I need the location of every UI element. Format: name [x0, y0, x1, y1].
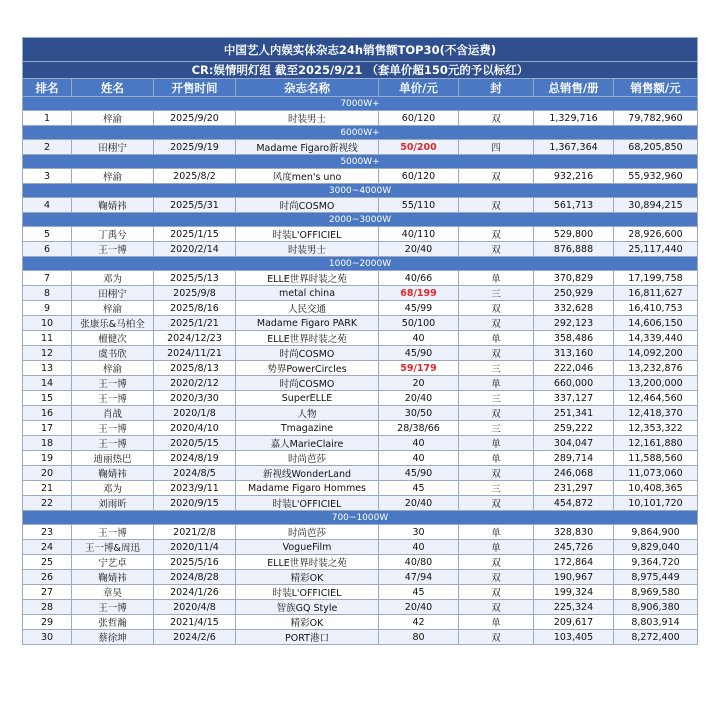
table-row: [23, 242, 698, 257]
cell-release-date: 2024/2/6: [154, 630, 236, 645]
cell-cover: 单: [459, 540, 534, 555]
cell-revenue: 16,410,753: [614, 301, 698, 316]
cell-name: 鞠婧祎: [72, 570, 154, 585]
cell-magazine: VogueFilm: [236, 540, 379, 555]
band-row: [23, 126, 698, 140]
cell-cover: 三: [459, 391, 534, 406]
cell-release-date: 2024/8/19: [154, 451, 236, 466]
cell-total-copies: 190,967: [534, 570, 614, 585]
band-label: 2000~3000W: [23, 213, 698, 227]
cell-name: 王一博: [72, 391, 154, 406]
cell-revenue: 12,418,370: [614, 406, 698, 421]
cell-revenue: 9,364,720: [614, 555, 698, 570]
table-subtitle: CR:娱情明灯组 截至2025/9/21 （套单价超150元的予以标红）: [23, 62, 698, 79]
cell-revenue: 14,339,440: [614, 331, 698, 346]
cell-cover: 单: [459, 451, 534, 466]
cell-name: 王一博: [72, 376, 154, 391]
cell-rank: 26: [23, 570, 72, 585]
cell-magazine: 人物: [236, 406, 379, 421]
cell-cover: 双: [459, 198, 534, 213]
cell-cover: 双: [459, 169, 534, 184]
cell-cover: 四: [459, 140, 534, 155]
table-row: [23, 615, 698, 630]
cell-total-copies: 529,800: [534, 227, 614, 242]
cell-name: 田栩宁: [72, 140, 154, 155]
table-row: [23, 585, 698, 600]
table-title: 中国艺人内娱实体杂志24h销售额TOP30(不含运费): [23, 38, 698, 62]
cell-release-date: 2020/1/8: [154, 406, 236, 421]
cell-cover: 双: [459, 227, 534, 242]
cell-name: 章昊: [72, 585, 154, 600]
cell-release-date: 2020/5/15: [154, 436, 236, 451]
cell-unit-price: 47/94: [379, 570, 459, 585]
cell-name: 张康乐&马柏全: [72, 316, 154, 331]
cell-total-copies: 103,405: [534, 630, 614, 645]
band-label: 7000W+: [23, 97, 698, 111]
header-name: 姓名: [72, 79, 154, 97]
cell-release-date: 2025/9/19: [154, 140, 236, 155]
cell-unit-price: 45: [379, 585, 459, 600]
cell-cover: 三: [459, 286, 534, 301]
header-magazine: 杂志名称: [236, 79, 379, 97]
cell-cover: 双: [459, 570, 534, 585]
cell-total-copies: 199,324: [534, 585, 614, 600]
cell-release-date: 2025/1/21: [154, 316, 236, 331]
cell-unit-price: 50/100: [379, 316, 459, 331]
cell-magazine: SuperELLE: [236, 391, 379, 406]
cell-magazine: 精彩OK: [236, 570, 379, 585]
cell-magazine: 精彩OK: [236, 615, 379, 630]
cell-rank: 24: [23, 540, 72, 555]
cell-unit-price: 40/80: [379, 555, 459, 570]
cell-release-date: 2025/5/13: [154, 271, 236, 286]
band-row: [23, 257, 698, 271]
cell-rank: 28: [23, 600, 72, 615]
cell-cover: 双: [459, 600, 534, 615]
table-row: [23, 555, 698, 570]
cell-total-copies: 337,127: [534, 391, 614, 406]
sales-table-sheet: [22, 37, 697, 645]
cell-revenue: 13,232,876: [614, 361, 698, 376]
cell-unit-price: 20/40: [379, 242, 459, 257]
cell-cover: 单: [459, 525, 534, 540]
cell-name: 梓渝: [72, 169, 154, 184]
cell-total-copies: 332,628: [534, 301, 614, 316]
cell-release-date: 2024/8/5: [154, 466, 236, 481]
cell-revenue: 30,894,215: [614, 198, 698, 213]
table-row: [23, 316, 698, 331]
cell-cover: 双: [459, 585, 534, 600]
band-row: [23, 511, 698, 525]
cell-cover: 双: [459, 316, 534, 331]
cell-magazine: Madame Figaro PARK: [236, 316, 379, 331]
cell-unit-price: 45/90: [379, 466, 459, 481]
cell-unit-price: 45: [379, 481, 459, 496]
cell-total-copies: 304,047: [534, 436, 614, 451]
cell-unit-price: 40/110: [379, 227, 459, 242]
cell-release-date: 2020/9/15: [154, 496, 236, 511]
cell-name: 肖战: [72, 406, 154, 421]
cell-total-copies: 876,888: [534, 242, 614, 257]
cell-rank: 21: [23, 481, 72, 496]
cell-total-copies: 1,367,364: [534, 140, 614, 155]
cell-release-date: 2024/11/21: [154, 346, 236, 361]
cell-total-copies: 370,829: [534, 271, 614, 286]
table-row: [23, 570, 698, 585]
cell-magazine: 新视线WonderLand: [236, 466, 379, 481]
cell-rank: 18: [23, 436, 72, 451]
header-cover: 封: [459, 79, 534, 97]
cell-release-date: 2024/8/28: [154, 570, 236, 585]
cell-revenue: 79,782,960: [614, 111, 698, 126]
cell-release-date: 2021/4/15: [154, 615, 236, 630]
cell-revenue: 14,092,200: [614, 346, 698, 361]
cell-rank: 27: [23, 585, 72, 600]
cell-magazine: 时装男士: [236, 242, 379, 257]
header-revenue: 销售额/元: [614, 79, 698, 97]
cell-magazine: Tmagazine: [236, 421, 379, 436]
table-row: [23, 481, 698, 496]
cell-total-copies: 209,617: [534, 615, 614, 630]
cell-unit-price: 40: [379, 540, 459, 555]
cell-name: 王一博&周迅: [72, 540, 154, 555]
cell-revenue: 11,073,060: [614, 466, 698, 481]
cell-magazine: 智族GQ Style: [236, 600, 379, 615]
cell-name: 迪丽热巴: [72, 451, 154, 466]
cell-magazine: 时尚COSMO: [236, 376, 379, 391]
cell-revenue: 10,101,720: [614, 496, 698, 511]
cell-name: 梓渝: [72, 301, 154, 316]
cell-total-copies: 259,222: [534, 421, 614, 436]
table-row: [23, 198, 698, 213]
cell-release-date: 2025/8/2: [154, 169, 236, 184]
table-row: [23, 169, 698, 184]
cell-unit-price: 68/199: [379, 286, 459, 301]
cell-rank: 8: [23, 286, 72, 301]
cell-release-date: 2023/9/11: [154, 481, 236, 496]
cell-revenue: 8,272,400: [614, 630, 698, 645]
cell-release-date: 2020/11/4: [154, 540, 236, 555]
cell-magazine: Madame Figaro Hommes: [236, 481, 379, 496]
cell-release-date: 2025/5/31: [154, 198, 236, 213]
cell-rank: 12: [23, 346, 72, 361]
cell-name: 王一博: [72, 421, 154, 436]
cell-unit-price: 40: [379, 436, 459, 451]
cell-total-copies: 250,929: [534, 286, 614, 301]
table-row: [23, 227, 698, 242]
cell-cover: 单: [459, 331, 534, 346]
cell-revenue: 28,926,600: [614, 227, 698, 242]
table-row: [23, 540, 698, 555]
cell-name: 王一博: [72, 436, 154, 451]
cell-rank: 14: [23, 376, 72, 391]
cell-magazine: metal china: [236, 286, 379, 301]
cell-rank: 19: [23, 451, 72, 466]
cell-total-copies: 1,329,716: [534, 111, 614, 126]
cell-unit-price: 28/38/66: [379, 421, 459, 436]
cell-release-date: 2025/8/13: [154, 361, 236, 376]
cell-magazine: 时尚COSMO: [236, 198, 379, 213]
cell-cover: 双: [459, 242, 534, 257]
cell-total-copies: 561,713: [534, 198, 614, 213]
cell-rank: 15: [23, 391, 72, 406]
band-label: 5000W+: [23, 155, 698, 169]
cell-magazine: 嘉人MarieClaire: [236, 436, 379, 451]
band-row: [23, 155, 698, 169]
cell-revenue: 9,864,900: [614, 525, 698, 540]
cell-magazine: 时装L'OFFICIEL: [236, 585, 379, 600]
cell-cover: 双: [459, 466, 534, 481]
table-row: [23, 391, 698, 406]
cell-unit-price: 45/90: [379, 346, 459, 361]
cell-release-date: 2025/9/20: [154, 111, 236, 126]
table-row: [23, 451, 698, 466]
band-label: 1000~2000W: [23, 257, 698, 271]
cell-cover: 双: [459, 496, 534, 511]
table-row: [23, 421, 698, 436]
cell-magazine: Madame Figaro新视线: [236, 140, 379, 155]
cell-name: 鞠婧祎: [72, 466, 154, 481]
cell-total-copies: 454,872: [534, 496, 614, 511]
cell-cover: 三: [459, 421, 534, 436]
cell-magazine: 风度men's uno: [236, 169, 379, 184]
cell-name: 蔡徐坤: [72, 630, 154, 645]
table-row: [23, 406, 698, 421]
cell-unit-price: 40: [379, 451, 459, 466]
cell-name: 刘雨昕: [72, 496, 154, 511]
cell-magazine: 人民交通: [236, 301, 379, 316]
cell-cover: 三: [459, 481, 534, 496]
cell-total-copies: 251,341: [534, 406, 614, 421]
cell-name: 檀健次: [72, 331, 154, 346]
cell-rank: 22: [23, 496, 72, 511]
cell-unit-price: 20/40: [379, 496, 459, 511]
cell-name: 虞书欣: [72, 346, 154, 361]
table-row: [23, 140, 698, 155]
cell-name: 田栩宁: [72, 286, 154, 301]
table-row: [23, 630, 698, 645]
cell-release-date: 2020/2/12: [154, 376, 236, 391]
band-row: [23, 184, 698, 198]
cell-release-date: 2024/1/26: [154, 585, 236, 600]
band-label: 700~1000W: [23, 511, 698, 525]
cell-name: 宁艺卓: [72, 555, 154, 570]
cell-total-copies: 246,068: [534, 466, 614, 481]
cell-total-copies: 358,486: [534, 331, 614, 346]
cell-revenue: 12,161,880: [614, 436, 698, 451]
cell-cover: 双: [459, 346, 534, 361]
cell-revenue: 17,199,758: [614, 271, 698, 286]
cell-name: 丁禹兮: [72, 227, 154, 242]
cell-cover: 单: [459, 271, 534, 286]
cell-revenue: 55,932,960: [614, 169, 698, 184]
cell-magazine: PORT港口: [236, 630, 379, 645]
cell-unit-price: 55/110: [379, 198, 459, 213]
cell-rank: 23: [23, 525, 72, 540]
cell-release-date: 2025/1/15: [154, 227, 236, 242]
cell-cover: 双: [459, 630, 534, 645]
cell-name: 王一博: [72, 242, 154, 257]
cell-rank: 20: [23, 466, 72, 481]
cell-cover: 双: [459, 555, 534, 570]
cell-revenue: 16,811,627: [614, 286, 698, 301]
cell-total-copies: 313,160: [534, 346, 614, 361]
cell-magazine: ELLE世界时装之苑: [236, 331, 379, 346]
cell-release-date: 2021/2/8: [154, 525, 236, 540]
cell-name: 鞠婧祎: [72, 198, 154, 213]
cell-cover: 单: [459, 436, 534, 451]
cell-total-copies: 245,726: [534, 540, 614, 555]
table-row: [23, 286, 698, 301]
cell-revenue: 8,906,380: [614, 600, 698, 615]
sales-table: [22, 37, 698, 645]
cell-unit-price: 20: [379, 376, 459, 391]
cell-magazine: 时装男士: [236, 111, 379, 126]
cell-unit-price: 30: [379, 525, 459, 540]
cell-total-copies: 222,046: [534, 361, 614, 376]
cell-revenue: 12,353,322: [614, 421, 698, 436]
table-row: [23, 600, 698, 615]
header-unit-price: 单价/元: [379, 79, 459, 97]
cell-revenue: 8,803,914: [614, 615, 698, 630]
cell-magazine: 势界PowerCircles: [236, 361, 379, 376]
cell-name: 王一博: [72, 600, 154, 615]
cell-release-date: 2025/5/16: [154, 555, 236, 570]
cell-rank: 9: [23, 301, 72, 316]
band-label: 3000~4000W: [23, 184, 698, 198]
cell-cover: 单: [459, 376, 534, 391]
cell-release-date: 2025/9/8: [154, 286, 236, 301]
cell-magazine: 时装L'OFFICIEL: [236, 227, 379, 242]
cell-cover: 三: [459, 361, 534, 376]
table-row: [23, 271, 698, 286]
cell-rank: 7: [23, 271, 72, 286]
cell-magazine: ELLE世界时装之苑: [236, 555, 379, 570]
header-total-copies: 总销售/册: [534, 79, 614, 97]
cell-magazine: 时尚芭莎: [236, 451, 379, 466]
cell-magazine: 时尚芭莎: [236, 525, 379, 540]
cell-cover: 双: [459, 301, 534, 316]
cell-cover: 双: [459, 406, 534, 421]
cell-name: 王一博: [72, 525, 154, 540]
header-release-date: 开售时间: [154, 79, 236, 97]
cell-rank: 6: [23, 242, 72, 257]
cell-rank: 13: [23, 361, 72, 376]
cell-unit-price: 45/99: [379, 301, 459, 316]
cell-total-copies: 328,830: [534, 525, 614, 540]
cell-unit-price: 20/40: [379, 391, 459, 406]
cell-unit-price: 60/120: [379, 111, 459, 126]
cell-revenue: 9,829,040: [614, 540, 698, 555]
cell-revenue: 25,117,440: [614, 242, 698, 257]
cell-revenue: 14,606,150: [614, 316, 698, 331]
band-label: 6000W+: [23, 126, 698, 140]
table-row: [23, 525, 698, 540]
cell-unit-price: 80: [379, 630, 459, 645]
cell-release-date: 2020/2/14: [154, 242, 236, 257]
cell-total-copies: 289,714: [534, 451, 614, 466]
cell-rank: 11: [23, 331, 72, 346]
table-row: [23, 361, 698, 376]
cell-total-copies: 660,000: [534, 376, 614, 391]
cell-rank: 4: [23, 198, 72, 213]
band-row: [23, 97, 698, 111]
cell-name: 梓渝: [72, 361, 154, 376]
table-row: [23, 301, 698, 316]
cell-rank: 3: [23, 169, 72, 184]
cell-revenue: 12,464,560: [614, 391, 698, 406]
cell-release-date: 2020/4/10: [154, 421, 236, 436]
cell-name: 邓为: [72, 271, 154, 286]
table-row: [23, 111, 698, 126]
cell-rank: 29: [23, 615, 72, 630]
cell-rank: 5: [23, 227, 72, 242]
cell-unit-price: 40/66: [379, 271, 459, 286]
cell-total-copies: 932,216: [534, 169, 614, 184]
cell-revenue: 13,200,000: [614, 376, 698, 391]
cell-rank: 16: [23, 406, 72, 421]
cell-unit-price: 50/200: [379, 140, 459, 155]
cell-rank: 30: [23, 630, 72, 645]
cell-cover: 单: [459, 615, 534, 630]
cell-name: 邓为: [72, 481, 154, 496]
table-row: [23, 496, 698, 511]
cell-rank: 25: [23, 555, 72, 570]
cell-revenue: 8,969,580: [614, 585, 698, 600]
cell-revenue: 68,205,850: [614, 140, 698, 155]
cell-total-copies: 292,123: [534, 316, 614, 331]
cell-revenue: 10,408,365: [614, 481, 698, 496]
cell-magazine: 时装L'OFFICIEL: [236, 496, 379, 511]
cell-release-date: 2025/8/16: [154, 301, 236, 316]
cell-rank: 1: [23, 111, 72, 126]
header-rank: 排名: [23, 79, 72, 97]
table-row: [23, 436, 698, 451]
cell-unit-price: 20/40: [379, 600, 459, 615]
cell-rank: 2: [23, 140, 72, 155]
cell-unit-price: 60/120: [379, 169, 459, 184]
cell-total-copies: 231,297: [534, 481, 614, 496]
cell-name: 张哲瀚: [72, 615, 154, 630]
table-row: [23, 376, 698, 391]
cell-release-date: 2020/4/8: [154, 600, 236, 615]
table-row: [23, 331, 698, 346]
cell-release-date: 2020/3/30: [154, 391, 236, 406]
cell-unit-price: 59/179: [379, 361, 459, 376]
cell-magazine: ELLE世界时装之苑: [236, 271, 379, 286]
cell-rank: 17: [23, 421, 72, 436]
cell-magazine: 时尚COSMO: [236, 346, 379, 361]
cell-unit-price: 40: [379, 331, 459, 346]
cell-unit-price: 30/50: [379, 406, 459, 421]
cell-rank: 10: [23, 316, 72, 331]
cell-total-copies: 225,324: [534, 600, 614, 615]
band-row: [23, 213, 698, 227]
cell-revenue: 8,975,449: [614, 570, 698, 585]
cell-name: 梓渝: [72, 111, 154, 126]
cell-total-copies: 172,864: [534, 555, 614, 570]
table-row: [23, 466, 698, 481]
table-row: [23, 346, 698, 361]
cell-revenue: 11,588,560: [614, 451, 698, 466]
cell-cover: 双: [459, 111, 534, 126]
cell-release-date: 2024/12/23: [154, 331, 236, 346]
cell-unit-price: 42: [379, 615, 459, 630]
